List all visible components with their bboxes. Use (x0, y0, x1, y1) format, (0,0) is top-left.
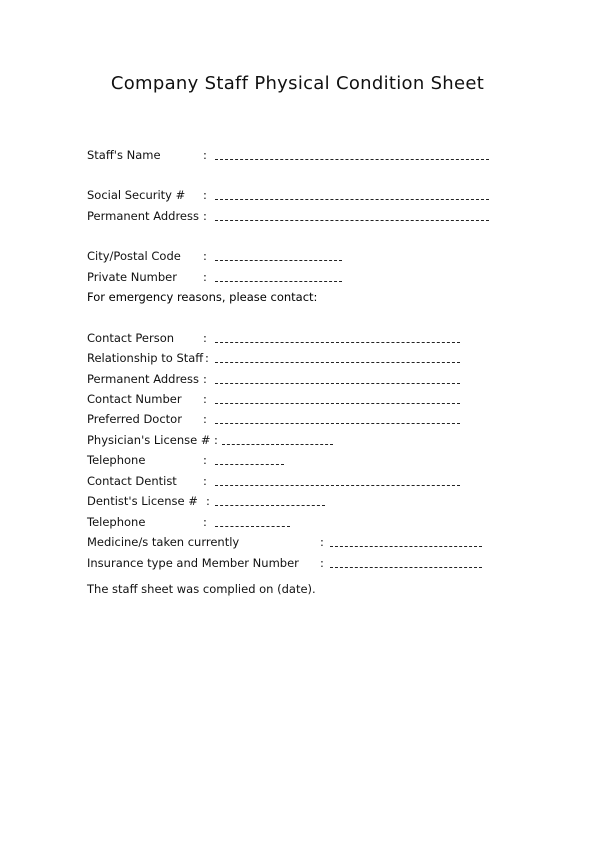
page-title: Company Staff Physical Condition Sheet (110, 73, 485, 94)
contact-person-row (87, 331, 507, 347)
medicine-label: Medicine/s taken currently (87, 535, 240, 549)
medicine-row (87, 535, 507, 551)
physician-license-row (87, 433, 507, 449)
contact-address-row (87, 372, 507, 388)
staff-name-field[interactable] (215, 159, 489, 160)
private-number-label: Private Number (87, 270, 177, 284)
city-postal-label: City/Postal Code (87, 249, 181, 263)
colon: : (203, 453, 207, 467)
contact-address-label: Permanent Address (87, 372, 199, 386)
colon: : (320, 535, 324, 549)
staff-name-label: Staff's Name (87, 148, 161, 162)
colon: : (206, 494, 210, 508)
contact-address-field[interactable] (215, 383, 460, 384)
dentist-license-row (87, 494, 507, 510)
colon: : (205, 351, 209, 365)
permanent-address-label: Permanent Address (87, 209, 199, 223)
telephone-row-1 (87, 453, 507, 469)
contact-number-row (87, 392, 507, 408)
preferred-doctor-field[interactable] (215, 423, 460, 424)
colon: : (203, 474, 207, 488)
colon: : (203, 270, 207, 284)
city-postal-field[interactable] (215, 260, 342, 261)
ssn-field[interactable] (215, 199, 489, 200)
insurance-row (87, 556, 507, 572)
permanent-address-row (87, 209, 507, 225)
city-postal-row (87, 249, 507, 265)
colon: : (203, 412, 207, 426)
private-number-row (87, 270, 507, 286)
colon: : (203, 392, 207, 406)
permanent-address-field[interactable] (215, 220, 489, 221)
insurance-field[interactable] (330, 567, 482, 568)
colon: : (214, 433, 218, 447)
relationship-label: Relationship to Staff (87, 351, 204, 365)
preferred-doctor-label: Preferred Doctor (87, 412, 182, 426)
colon: : (203, 331, 207, 345)
private-number-field[interactable] (215, 281, 342, 282)
telephone-row-2 (87, 515, 507, 531)
telephone-field[interactable] (215, 526, 290, 527)
colon: : (203, 515, 207, 529)
contact-person-field[interactable] (215, 342, 460, 343)
colon: : (320, 556, 324, 570)
relationship-field[interactable] (215, 362, 460, 363)
dentist-license-field[interactable] (215, 505, 325, 506)
colon: : (203, 188, 207, 202)
colon: : (203, 148, 207, 162)
footer-note: The staff sheet was complied on (date). (87, 582, 316, 596)
contact-person-label: Contact Person (87, 331, 175, 345)
contact-dentist-label: Contact Dentist (87, 474, 177, 488)
medicine-field[interactable] (330, 546, 482, 547)
colon: : (203, 249, 207, 263)
telephone-label: Telephone (87, 515, 146, 529)
contact-dentist-field[interactable] (215, 485, 460, 486)
colon: : (203, 372, 207, 386)
physician-license-label: Physician's License # (87, 433, 211, 447)
staff-name-row (87, 148, 507, 164)
dentist-license-label: Dentist's License # (87, 494, 198, 508)
contact-dentist-row (87, 474, 507, 490)
telephone-field[interactable] (215, 464, 284, 465)
ssn-label: Social Security # (87, 188, 186, 202)
telephone-label: Telephone (87, 453, 146, 467)
emergency-heading: For emergency reasons, please contact: (87, 290, 318, 304)
contact-number-label: Contact Number (87, 392, 182, 406)
contact-number-field[interactable] (215, 403, 460, 404)
insurance-label: Insurance type and Member Number (87, 556, 299, 570)
ssn-row (87, 188, 507, 204)
relationship-row (87, 351, 507, 367)
preferred-doctor-row (87, 412, 507, 428)
colon: : (203, 209, 207, 223)
physician-license-field[interactable] (222, 444, 333, 445)
